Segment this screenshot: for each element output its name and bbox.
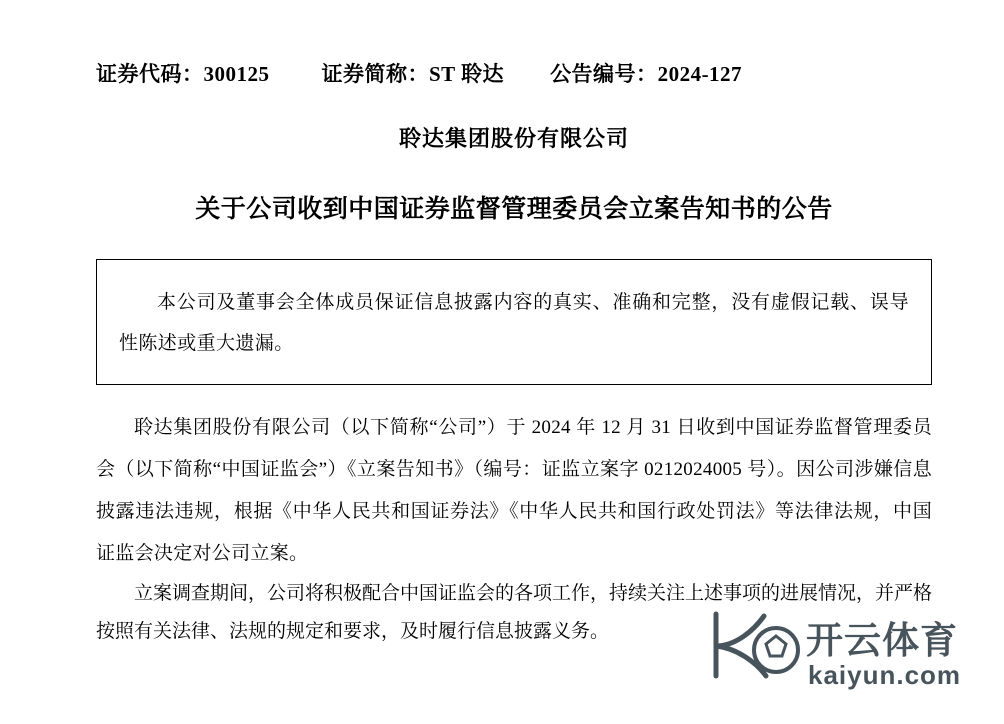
body-paragraph-2: 立案调查期间，公司将积极配合中国证监会的各项工作，持续关注上述事项的进展情况，并严格按照有关法律、法规的规定和要求，及时履行信息披露义务。 [96, 583, 933, 642]
announcement-number-label: 公告编号： [550, 62, 658, 86]
document-content [96, 0, 932, 651]
security-name-value: ST 聆达 [429, 62, 505, 86]
security-code-value: 300125 [203, 62, 270, 86]
document-body [96, 407, 932, 651]
document-header-line [96, 58, 932, 88]
watermark-text-cn: 开云体育 [806, 620, 958, 661]
watermark-text-en: kaiyun.com [808, 660, 962, 690]
announcement-number-value: 2024-127 [657, 62, 743, 86]
company-name: 聆达集团股份有限公司 [398, 126, 629, 151]
body-paragraph-1: 聆达集团股份有限公司（以下简称“公司”）于 2024 年 12 月 31 日收到中国证券监督管理委员会（以下简称“中国证监会”）《立案告知书》（编号：证监立案字 0212024005 号）。因公司涉嫌信息披露违法违规，根据《中华人民共和国证券法》《中华人民共和国行政处罚法》等法律法规，中国证监会决定对公司立案。 [96, 417, 932, 564]
page-title: 关于公司收到中国证券监督管理委员会立案告知书的公告 [195, 196, 833, 223]
security-code-label: 证券代码： [96, 62, 204, 86]
disclosure-statement-text: 本公司及董事会全体成员保证信息披露内容的真实、准确和完整，没有虚假记载、误导性陈述或重大遗漏。 [119, 292, 909, 354]
security-name-label: 证券简称： [321, 62, 429, 86]
disclosure-statement-box [96, 259, 932, 385]
